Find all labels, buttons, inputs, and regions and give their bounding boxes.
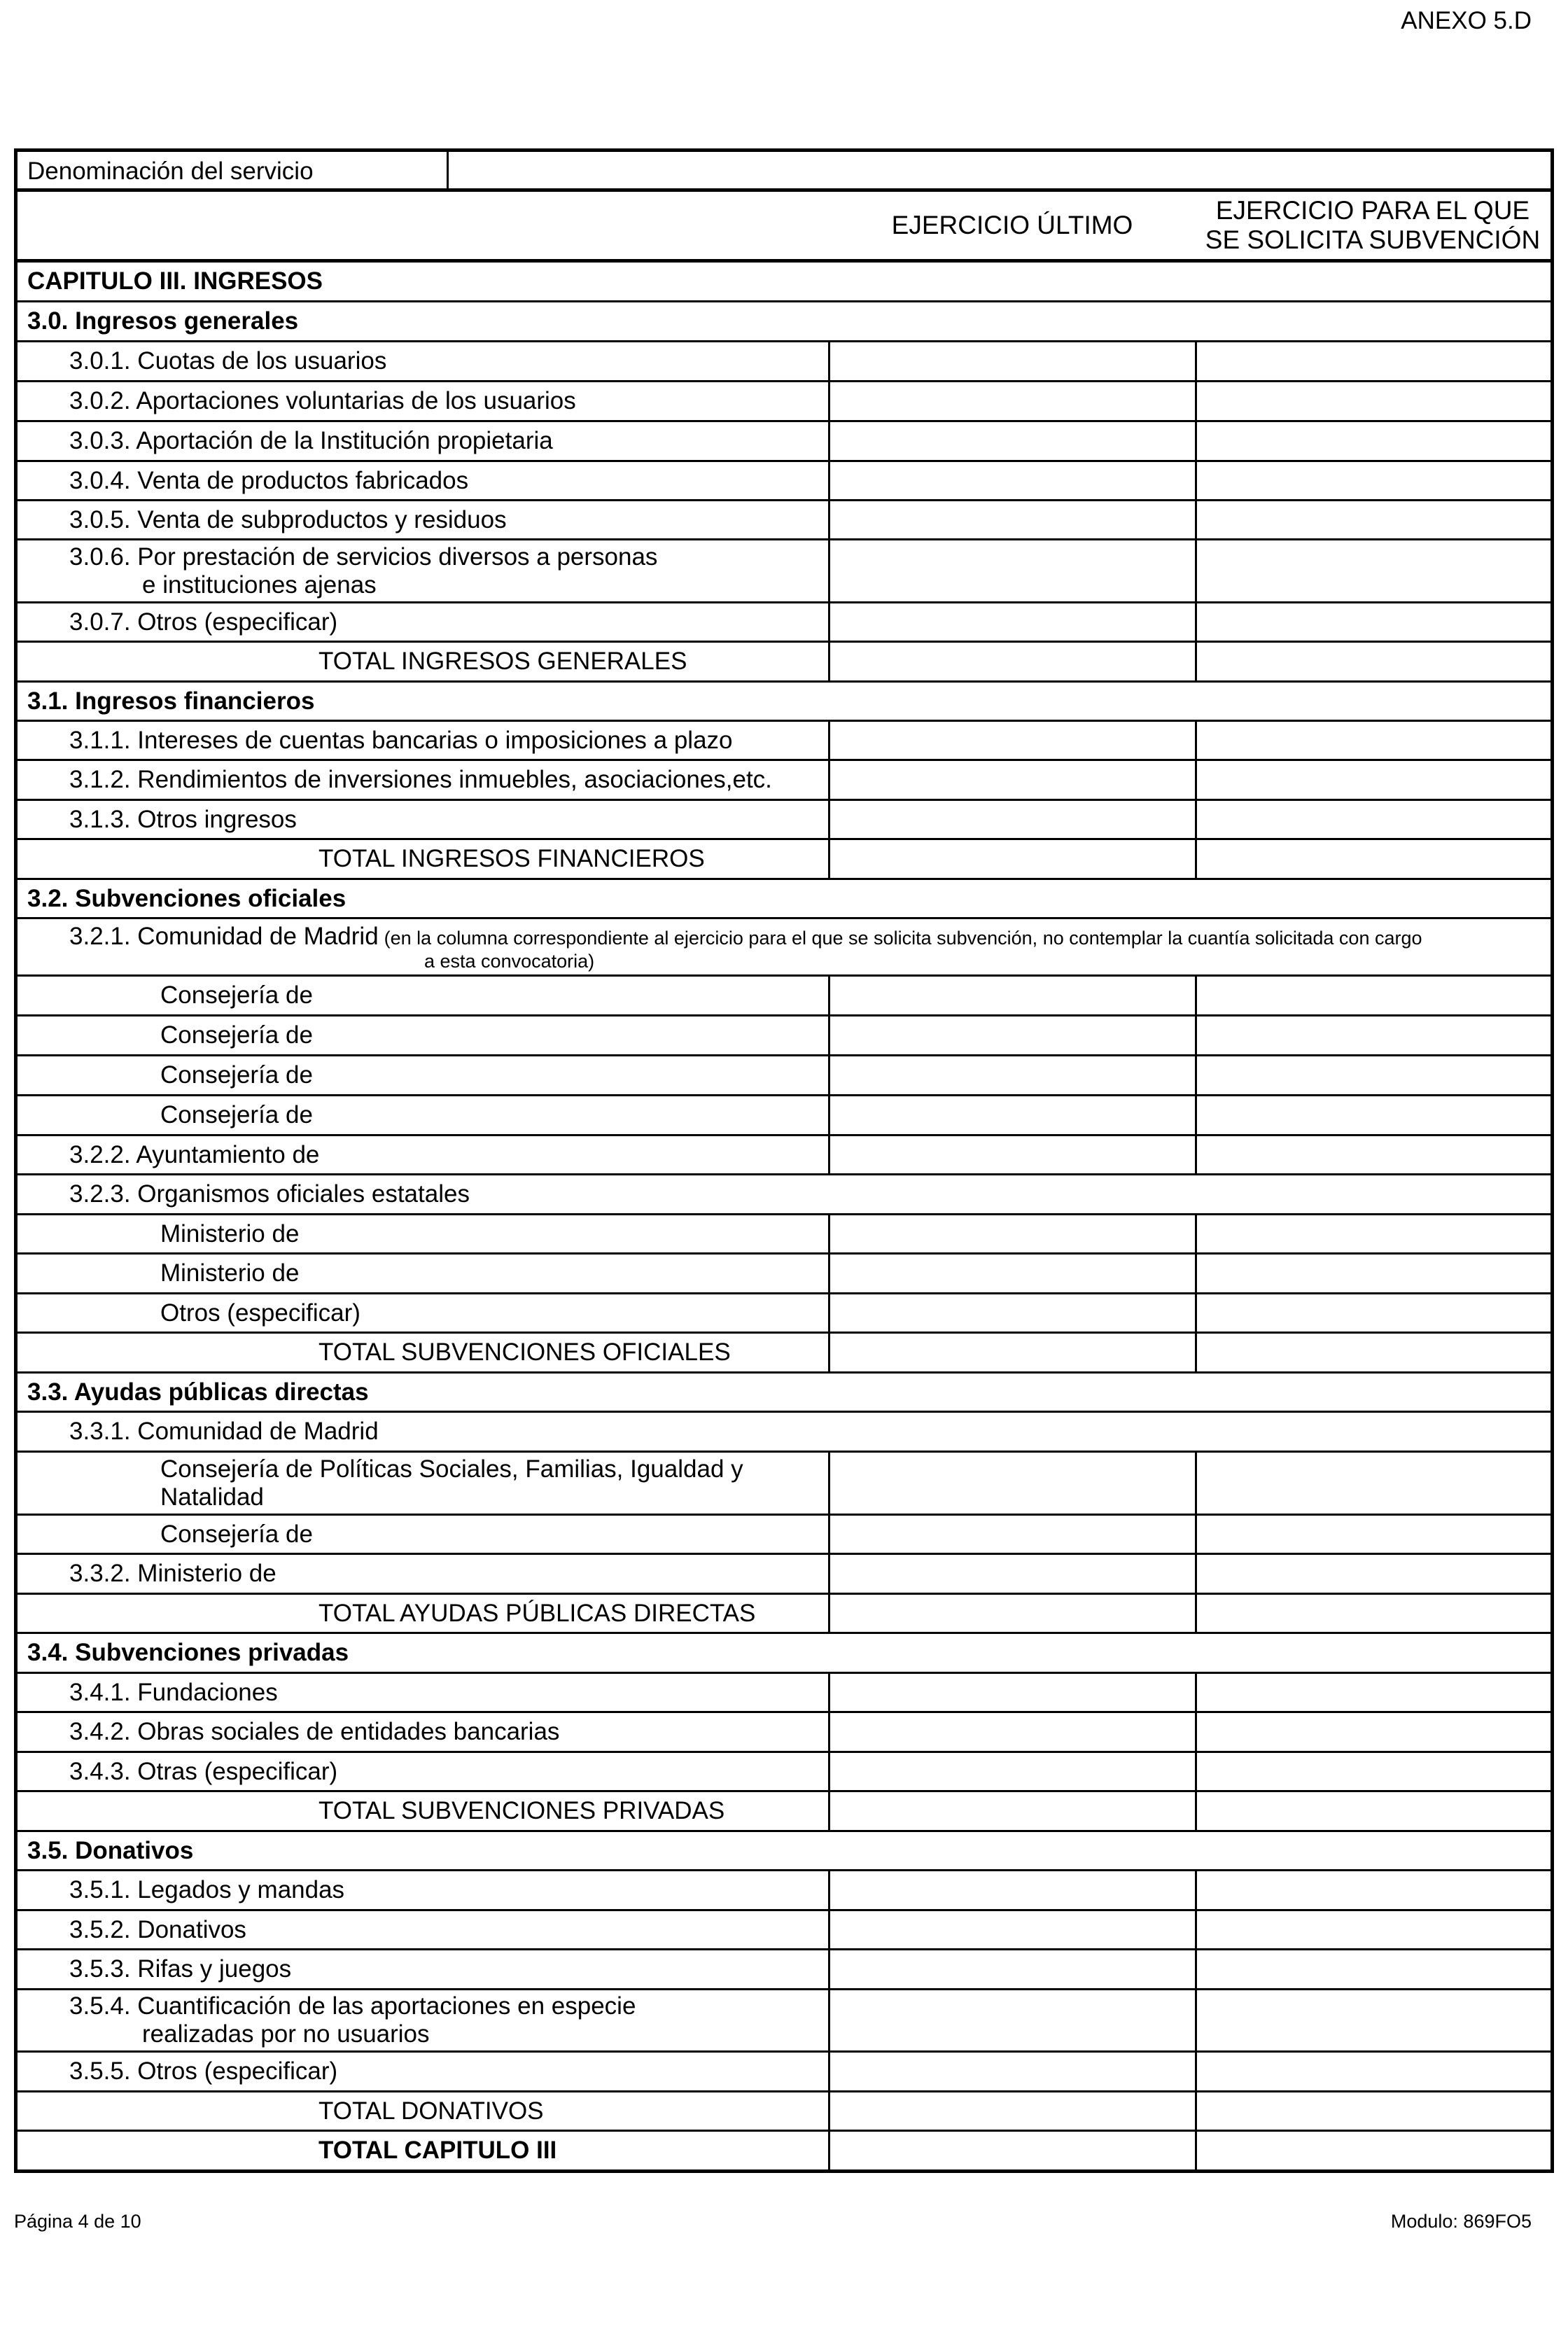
total-request-cell[interactable] [1195,1792,1550,1830]
amount-last-cell[interactable] [828,801,1195,838]
amount-last-cell[interactable] [828,462,1195,499]
section-heading: 3.1. Ingresos financieros [18,680,1550,720]
row-label-line2: Natalidad [160,1483,264,1511]
amount-last-cell[interactable] [828,1674,1195,1711]
table-row: Consejería de [18,1514,1550,1553]
service-name-row [14,148,1554,192]
grand-total-row: TOTAL CAPITULO III [18,2130,1550,2169]
amount-request-cell[interactable] [1195,1016,1550,1054]
amount-request-cell[interactable] [1195,722,1550,759]
amount-request-cell[interactable] [1195,977,1550,1014]
table-row: Ministerio de [18,1252,1550,1292]
amount-request-cell[interactable] [1195,1255,1550,1292]
amount-last-cell[interactable] [828,603,1195,641]
total-last-cell[interactable] [828,2092,1195,2130]
total-last-cell[interactable] [828,1792,1195,1830]
table-row: 3.0.1. Cuotas de los usuarios [18,340,1550,380]
row-label-line2: realizadas por no usuarios [142,2020,430,2048]
amount-request-cell[interactable] [1195,501,1550,538]
table-row: 3.4.2. Obras sociales de entidades bancarias [18,1711,1550,1751]
amount-last-cell[interactable] [828,1056,1195,1094]
annex-label: ANEXO 5.D [1401,7,1532,34]
module-code: Modulo: 869FO5 [1390,2211,1532,2232]
column-request-line1: EJERCICIO PARA EL QUE [1215,196,1530,225]
amount-request-cell[interactable] [1195,1294,1550,1332]
table-row [18,1988,1550,2050]
grand-total-request-cell[interactable] [1195,2132,1550,2169]
table-row: 3.0.4. Venta de productos fabricados [18,460,1550,499]
amount-last-cell[interactable] [828,501,1195,538]
amount-request-cell[interactable] [1195,1555,1550,1593]
amount-request-cell[interactable] [1195,1215,1550,1252]
amount-request-cell[interactable] [1195,1871,1550,1909]
row-label: 3.2.1. Comunidad de Madrid [69,922,379,950]
row-note: (en la columna correspondiente al ejercicio para el que se solicita subvención, no contemplar la cuantía solicitada con cargo [384,927,1422,949]
amount-last-cell[interactable] [828,540,1195,601]
service-name-label: Denominación del servicio [18,152,449,188]
table-row: 3.3.2. Ministerio de [18,1553,1550,1593]
table-row: 3.4.3. Otras (especificar) [18,1751,1550,1790]
amount-last-cell[interactable] [828,1016,1195,1054]
table-row: 3.0.2. Aportaciones voluntarias de los usuarios [18,380,1550,420]
amount-request-cell[interactable] [1195,342,1550,380]
total-last-cell[interactable] [828,840,1195,878]
amount-request-cell[interactable] [1195,1453,1550,1514]
total-request-cell[interactable] [1195,2092,1550,2130]
table-row: 3.0.5. Venta de subproductos y residuos [18,499,1550,538]
amount-request-cell[interactable] [1195,801,1550,838]
table-row: Consejería de [18,1054,1550,1094]
chapter-heading: CAPITULO III. INGRESOS [27,267,323,295]
subsection-row: 3.2.3. Organismos oficiales estatales [18,1173,1550,1213]
grand-total-last-cell[interactable] [828,2132,1195,2169]
total-row: TOTAL AYUDAS PÚBLICAS DIRECTAS [18,1593,1550,1632]
table-row: 3.4.1. Fundaciones [18,1672,1550,1711]
section-heading: 3.4. Subvenciones privadas [18,1632,1550,1672]
table-row: Otros (especificar) [18,1292,1550,1332]
section-heading: 3.5. Donativos [18,1830,1550,1869]
table-row: Consejería de [18,1094,1550,1134]
column-headers [14,192,1554,259]
row-label-line2: e instituciones ajenas [142,571,377,599]
page-number: Página 4 de 10 [14,2211,141,2232]
row-label-line1: 3.0.6. Por prestación de servicios diversos a personas [69,543,658,571]
section-heading: 3.3. Ayudas públicas directas [18,1371,1550,1411]
amount-request-cell[interactable] [1195,1096,1550,1134]
row-note-line2: a esta convocatoria) [424,950,595,972]
amount-request-cell[interactable] [1195,462,1550,499]
amount-last-cell[interactable] [828,977,1195,1014]
amount-last-cell[interactable] [828,1950,1195,1988]
amount-last-cell[interactable] [828,422,1195,460]
column-last-year: EJERCICIO ÚLTIMO [891,211,1133,239]
total-row: TOTAL DONATIVOS [18,2090,1550,2130]
amount-last-cell[interactable] [828,1871,1195,1909]
income-table [14,259,1554,2173]
amount-last-cell[interactable] [828,1911,1195,1948]
table-row: 3.5.5. Otros (especificar) [18,2050,1550,2090]
amount-request-cell[interactable] [1195,1911,1550,1948]
amount-request-cell[interactable] [1195,2053,1550,2090]
total-last-cell[interactable] [828,1595,1195,1632]
amount-request-cell[interactable] [1195,1950,1550,1988]
amount-last-cell[interactable] [828,1136,1195,1173]
total-row: TOTAL INGRESOS FINANCIEROS [18,838,1550,878]
total-last-cell[interactable] [828,1334,1195,1371]
table-row: 3.5.2. Donativos [18,1909,1550,1948]
amount-request-cell[interactable] [1195,1990,1550,2050]
table-row: 3.1.3. Otros ingresos [18,799,1550,838]
column-request-year [1195,192,1550,259]
amount-last-cell[interactable] [828,1215,1195,1252]
total-request-cell[interactable] [1195,1595,1550,1632]
column-request-line2: SE SOLICITA SUBVENCIÓN [1205,225,1541,254]
amount-request-cell[interactable] [1195,540,1550,601]
amount-request-cell[interactable] [1195,382,1550,420]
table-row: Ministerio de [18,1213,1550,1252]
amount-last-cell[interactable] [828,1516,1195,1553]
amount-last-cell[interactable] [828,1753,1195,1790]
amount-last-cell[interactable] [828,722,1195,759]
total-request-cell[interactable] [1195,643,1550,680]
section-heading: 3.2. Subvenciones oficiales [18,878,1550,917]
table-row: Consejería de [18,1014,1550,1054]
amount-last-cell[interactable] [828,2053,1195,2090]
table-row [18,538,1550,601]
subsection-note-row [18,917,1550,974]
total-request-cell[interactable] [1195,1334,1550,1371]
amount-last-cell[interactable] [828,1096,1195,1134]
amount-last-cell[interactable] [828,1713,1195,1751]
amount-request-cell[interactable] [1195,1713,1550,1751]
total-request-cell[interactable] [1195,840,1550,878]
total-row: TOTAL INGRESOS GENERALES [18,641,1550,680]
table-row: 3.2.2. Ayuntamiento de [18,1134,1550,1173]
amount-request-cell[interactable] [1195,761,1550,799]
table-row: 3.1.1. Intereses de cuentas bancarias o imposiciones a plazo [18,720,1550,759]
table-row: 3.0.3. Aportación de la Institución propietaria [18,420,1550,460]
amount-request-cell[interactable] [1195,1753,1550,1790]
amount-request-cell[interactable] [1195,1056,1550,1094]
total-row: TOTAL SUBVENCIONES OFICIALES [18,1332,1550,1371]
section-heading: 3.0. Ingresos generales [18,300,1550,340]
table-row: 3.0.7. Otros (especificar) [18,601,1550,641]
table-row: 3.1.2. Rendimientos de inversiones inmuebles, asociaciones,etc. [18,759,1550,799]
amount-last-cell[interactable] [828,761,1195,799]
service-name-field[interactable] [449,152,1550,188]
subsection-row: 3.3.1. Comunidad de Madrid [18,1411,1550,1451]
amount-last-cell[interactable] [828,1255,1195,1292]
row-label-line1: Consejería de Políticas Sociales, Familias, Igualdad y [160,1455,743,1483]
amount-request-cell[interactable] [1195,603,1550,641]
amount-last-cell[interactable] [828,342,1195,380]
row-label-line1: 3.5.4. Cuantificación de las aportaciones en especie [69,1992,636,2020]
amount-last-cell[interactable] [828,1555,1195,1593]
amount-last-cell[interactable] [828,1294,1195,1332]
amount-last-cell[interactable] [828,382,1195,420]
amount-request-cell[interactable] [1195,1516,1550,1553]
total-row: TOTAL SUBVENCIONES PRIVADAS [18,1790,1550,1830]
table-row [18,1451,1550,1514]
amount-request-cell[interactable] [1195,1674,1550,1711]
amount-last-cell[interactable] [828,1453,1195,1514]
table-row: 3.5.3. Rifas y juegos [18,1948,1550,1988]
amount-last-cell[interactable] [828,1990,1195,2050]
table-row: 3.5.1. Legados y mandas [18,1869,1550,1909]
table-row: Consejería de [18,974,1550,1014]
amount-request-cell[interactable] [1195,1136,1550,1173]
total-last-cell[interactable] [828,643,1195,680]
amount-request-cell[interactable] [1195,422,1550,460]
